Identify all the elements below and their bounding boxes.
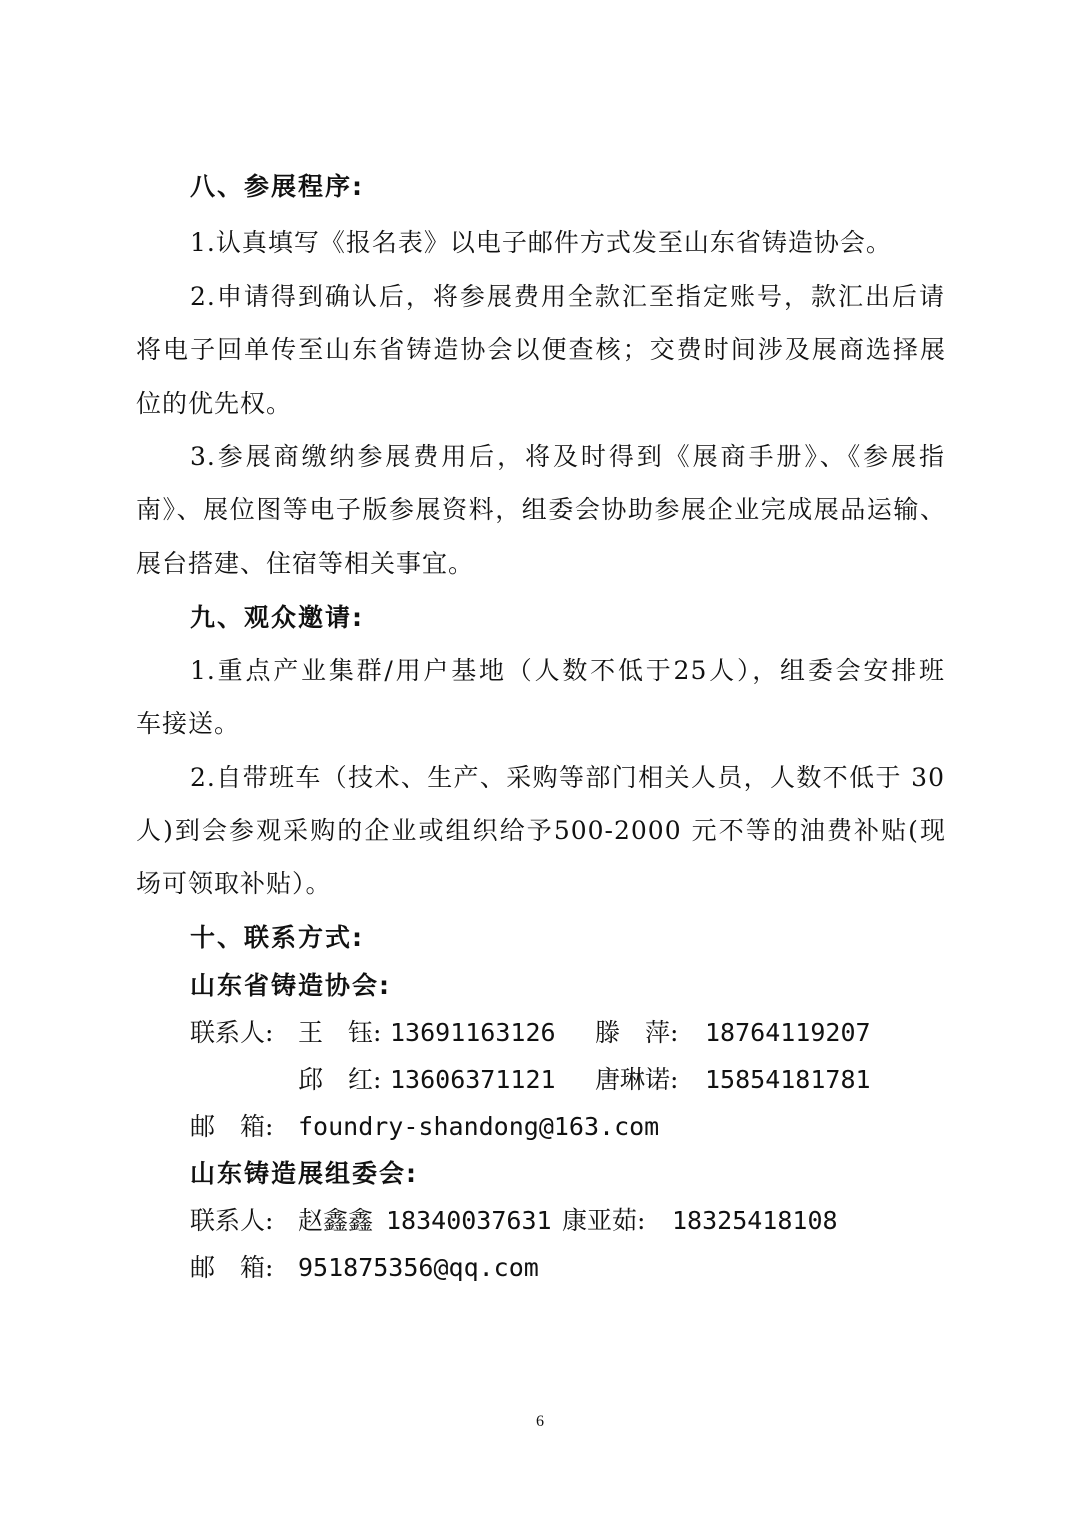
paragraph-line: 南》、展位图等电子版参展资料，组委会协助参展企业完成展品运输、 — [136, 495, 946, 524]
page-number: 6 — [536, 1413, 544, 1430]
section-heading-10: 十、联系方式: — [190, 923, 364, 952]
paragraph-line: 位的优先权。 — [136, 389, 293, 418]
org-name: 山东省铸造协会: — [190, 971, 391, 1000]
contact-name: 滕 萍: — [595, 1018, 679, 1047]
email-label: 邮 箱: — [190, 1253, 274, 1282]
contact-label: 联系人: — [190, 1018, 274, 1047]
paragraph-line: 1.重点产业集群/用户基地（人数不低于25人），组委会安排班 — [190, 656, 945, 685]
email-label: 邮 箱: — [190, 1112, 274, 1141]
email-address[interactable]: foundry-shandong@163.com — [298, 1112, 660, 1141]
paragraph-line: 2.自带班车（技术、生产、采购等部门相关人员，人数不低于 30 — [190, 763, 945, 792]
contact-phone: 13606371121 — [390, 1065, 556, 1094]
paragraph-line: 1.认真填写《报名表》以电子邮件方式发至山东省铸造协会。 — [190, 228, 892, 257]
contact-phone: 18764119207 — [705, 1018, 871, 1047]
contact-name: 唐琳诺: — [595, 1065, 679, 1094]
contact-name: 邱 红: — [298, 1065, 382, 1094]
contact-phone: 18325418108 — [672, 1206, 838, 1235]
section-heading-9: 九、观众邀请: — [190, 603, 364, 632]
contact-phone: 15854181781 — [705, 1065, 871, 1094]
section-heading-8: 八、参展程序: — [190, 172, 364, 201]
org-name: 山东铸造展组委会: — [190, 1159, 418, 1188]
contact-name: 赵鑫鑫 — [298, 1206, 374, 1235]
email-address[interactable]: 951875356@qq.com — [298, 1253, 539, 1282]
paragraph-line: 展台搭建、住宿等相关事宜。 — [136, 549, 475, 578]
contact-name: 王 钰: — [298, 1018, 382, 1047]
paragraph-line: 车接送。 — [136, 709, 241, 738]
paragraph-line: 将电子回单传至山东省铸造协会以便查核；交费时间涉及展商选择展 — [136, 335, 946, 364]
paragraph-line: 2.申请得到确认后，将参展费用全款汇至指定账号，款汇出后请 — [190, 282, 945, 311]
paragraph-line: 人)到会参观采购的企业或组织给予500-2000 元不等的油费补贴(现 — [136, 816, 946, 845]
contact-phone: 13691163126 — [390, 1018, 556, 1047]
contact-label: 联系人: — [190, 1206, 274, 1235]
paragraph-line: 3.参展商缴纳参展费用后，将及时得到《展商手册》、《参展指 — [190, 442, 945, 471]
contact-phone: 18340037631 — [386, 1206, 552, 1235]
paragraph-line: 场可领取补贴）。 — [136, 869, 332, 898]
contact-name: 康亚茹: — [562, 1206, 646, 1235]
